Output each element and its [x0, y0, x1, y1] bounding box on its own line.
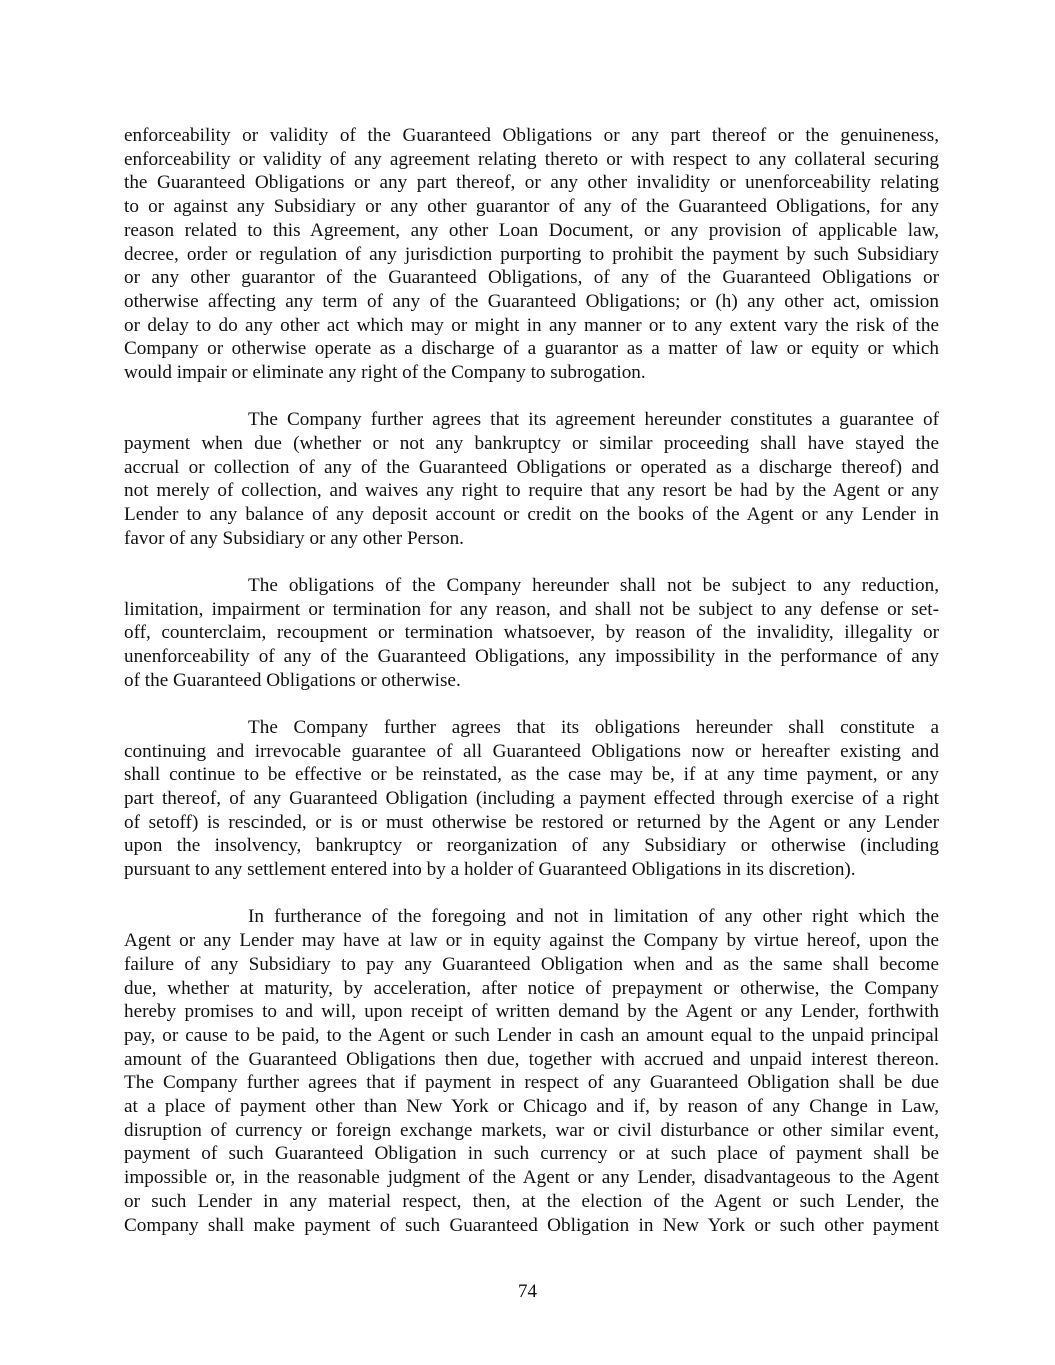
text-line: Agent or any Lender may have at law or in equity against the Company by virtue hereof, upon the [124, 930, 939, 952]
paragraph-guarantee-of-payment [124, 408, 939, 550]
text-line: In furtherance of the foregoing and not in limitation of any other right which the [248, 906, 939, 928]
text-line: would impair or eliminate any right of the Company to subrogation. [124, 362, 646, 384]
paragraph-furtherance [124, 905, 939, 1237]
text-line: pursuant to any settlement entered into by a holder of Guaranteed Obligations in its discretion). [124, 859, 856, 881]
text-line: to or against any Subsidiary or any other guarantor of any of the Guaranteed Obligations, for any [124, 196, 939, 218]
text-line: of the Guaranteed Obligations or otherwise. [124, 669, 461, 691]
text-line: shall continue to be effective or be reinstated, as the case may be, if at any time payment, or any [124, 764, 939, 786]
text-line: The Company further agrees that its agreement hereunder constitutes a guarantee of [248, 409, 939, 431]
text-line: of setoff) is rescinded, or is or must otherwise be restored or returned by the Agent or any Lender [124, 811, 939, 833]
text-line: impossible or, in the reasonable judgment of the Agent or any Lender, disadvantageous to the Agent [124, 1167, 939, 1189]
text-line: enforceability or validity of the Guaranteed Obligations or any part thereof or the genuineness, [124, 125, 939, 146]
page-number: 74 [518, 1281, 537, 1302]
text-line: enforceability or validity of any agreement relating thereto or with respect to any collateral securing [124, 148, 939, 170]
text-line: amount of the Guaranteed Obligations then due, together with accrued and unpaid interest thereon. [124, 1048, 939, 1070]
text-line: part thereof, of any Guaranteed Obligation (including a payment effected through exercise of a right [124, 788, 939, 810]
text-line: The obligations of the Company hereunder shall not be subject to any reduction, [248, 574, 939, 596]
text-line: not merely of collection, and waives any right to require that any resort be had by the Agent or any [124, 480, 939, 502]
text-line: upon the insolvency, bankruptcy or reorganization of any Subsidiary or otherwise (including [124, 835, 939, 857]
text-line: payment of such Guaranteed Obligation in such currency or at such place of payment shall be [124, 1143, 939, 1165]
text-line: due, whether at maturity, by acceleration, after notice of prepayment or otherwise, the Company [124, 977, 939, 999]
document-page [124, 124, 939, 1261]
text-line: or any other guarantor of the Guaranteed Obligations, of any of the Guaranteed Obligations or [124, 267, 939, 289]
text-line: favor of any Subsidiary or any other Person. [124, 527, 464, 549]
text-line: continuing and irrevocable guarantee of all Guaranteed Obligations now or hereafter existing and [124, 740, 939, 762]
text-line: unenforceability of any of the Guaranteed Obligations, any impossibility in the performance of any [124, 646, 939, 668]
text-line: otherwise affecting any term of any of the Guaranteed Obligations; or (h) any other act, omission [124, 290, 939, 312]
text-line: pay, or cause to be paid, to the Agent or such Lender in cash an amount equal to the unpaid principal [124, 1024, 939, 1046]
paragraph-no-reduction [124, 574, 939, 693]
text-line: Lender to any balance of any deposit account or credit on the books of the Agent or any Lender in [124, 504, 939, 526]
text-line: payment when due (whether or not any bankruptcy or similar proceeding shall have stayed the [124, 432, 939, 454]
text-line: or delay to do any other act which may or might in any manner or to any extent vary the risk of the [124, 314, 939, 336]
text-line: Company shall make payment of such Guaranteed Obligation in New York or such other payment [124, 1214, 939, 1236]
text-line: hereby promises to and will, upon receipt of written demand by the Agent or any Lender, forthwith [124, 1001, 939, 1023]
text-line: the Guaranteed Obligations or any part thereof, or any other invalidity or unenforceability relating [124, 172, 939, 194]
text-line: or such Lender in any material respect, then, at the election of the Agent or such Lender, the [124, 1190, 939, 1212]
paragraph-continuing-guarantee [124, 716, 939, 882]
text-line: failure of any Subsidiary to pay any Guaranteed Obligation when and as the same shall become [124, 953, 939, 975]
paragraph-guaranty-waivers-continued [124, 124, 939, 385]
text-line: reason related to this Agreement, any other Loan Document, or any provision of applicable law, [124, 219, 939, 241]
text-line: The Company further agrees that if payment in respect of any Guaranteed Obligation shall be due [124, 1072, 939, 1094]
text-line: Company or otherwise operate as a discharge of a guarantor as a matter of law or equity or which [124, 338, 939, 360]
text-line: limitation, impairment or termination for any reason, and shall not be subject to any defense or set- [124, 598, 939, 620]
text-line: accrual or collection of any of the Guaranteed Obligations or operated as a discharge thereof) and [124, 456, 939, 478]
text-line: disruption of currency or foreign exchange markets, war or civil disturbance or other similar event, [124, 1119, 939, 1141]
text-line: off, counterclaim, recoupment or termination whatsoever, by reason of the invalidity, illegality or [124, 622, 939, 644]
text-line: at a place of payment other than New York or Chicago and if, by reason of any Change in Law, [124, 1096, 939, 1118]
text-line: decree, order or regulation of any jurisdiction purporting to prohibit the payment by such Subsidiary [124, 243, 939, 265]
text-line: The Company further agrees that its obligations hereunder shall constitute a [248, 716, 939, 738]
